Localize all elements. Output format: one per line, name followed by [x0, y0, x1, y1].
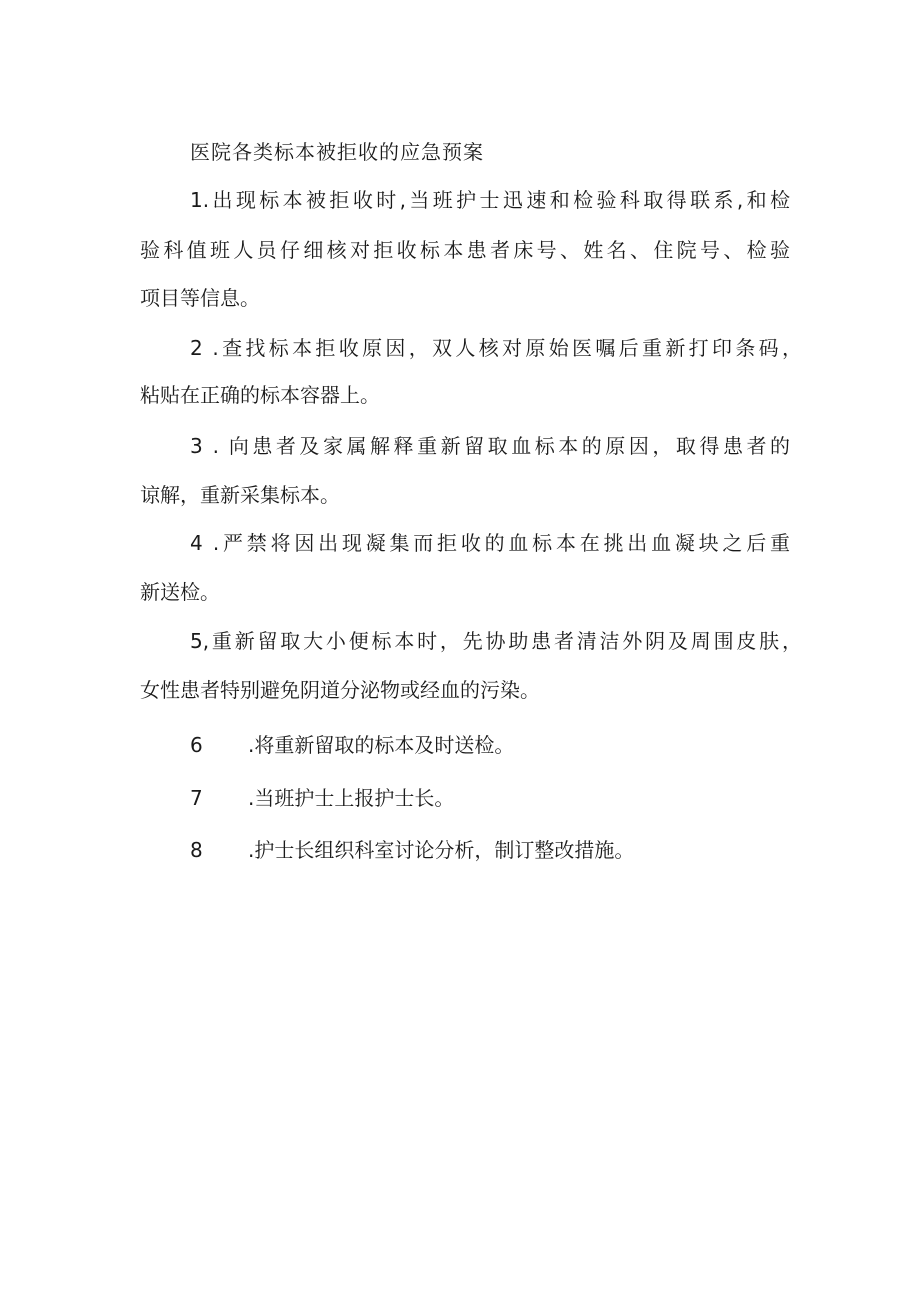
list-item-text: .当班护士上报护士长。: [248, 786, 455, 810]
paragraph-5-line-1: 5,重新留取大小便标本时，先协助患者清洁外阴及周围皮肤，: [190, 629, 802, 653]
paragraph-4-line-2: 新送检。: [140, 580, 220, 604]
paragraph-1-line-3: 项目等信息。: [140, 286, 260, 310]
paragraph-4-line-1: 4 .严禁将因出现凝集而拒收的血标本在挑出血凝块之后重: [190, 531, 790, 555]
paragraph-1-line-1: 1.出现标本被拒收时,当班护士迅速和检验科取得联系,和检: [190, 188, 790, 212]
paragraph-1-line-2: 验科值班人员仔细核对拒收标本患者床号、姓名、住院号、检验: [140, 238, 790, 262]
paragraph-2-line-2: 粘贴在正确的标本容器上。: [140, 383, 380, 407]
list-item-text: .护士长组织科室讨论分析，制订整改措施。: [248, 838, 635, 862]
list-item-number: 7: [190, 786, 203, 810]
paragraph-2-line-1: 2 .查找标本拒收原因，双人核对原始医嘱后重新打印条码，: [190, 336, 802, 360]
list-item-number: 8: [190, 838, 203, 862]
list-item-8: [190, 836, 634, 864]
paragraph-3-line-1: 3 . 向患者及家属解释重新留取血标本的原因，取得患者的: [190, 434, 790, 458]
paragraph-3-line-2: 谅解，重新采集标本。: [140, 483, 340, 507]
list-item-number: 6: [190, 733, 203, 757]
paragraph-5-line-2: 女性患者特别避免阴道分泌物或经血的污染。: [140, 678, 540, 702]
document-title: 医院各类标本被拒收的应急预案: [190, 140, 484, 164]
list-item-6: [190, 731, 514, 759]
list-item-7: [190, 784, 454, 812]
list-item-text: .将重新留取的标本及时送检。: [248, 733, 515, 757]
